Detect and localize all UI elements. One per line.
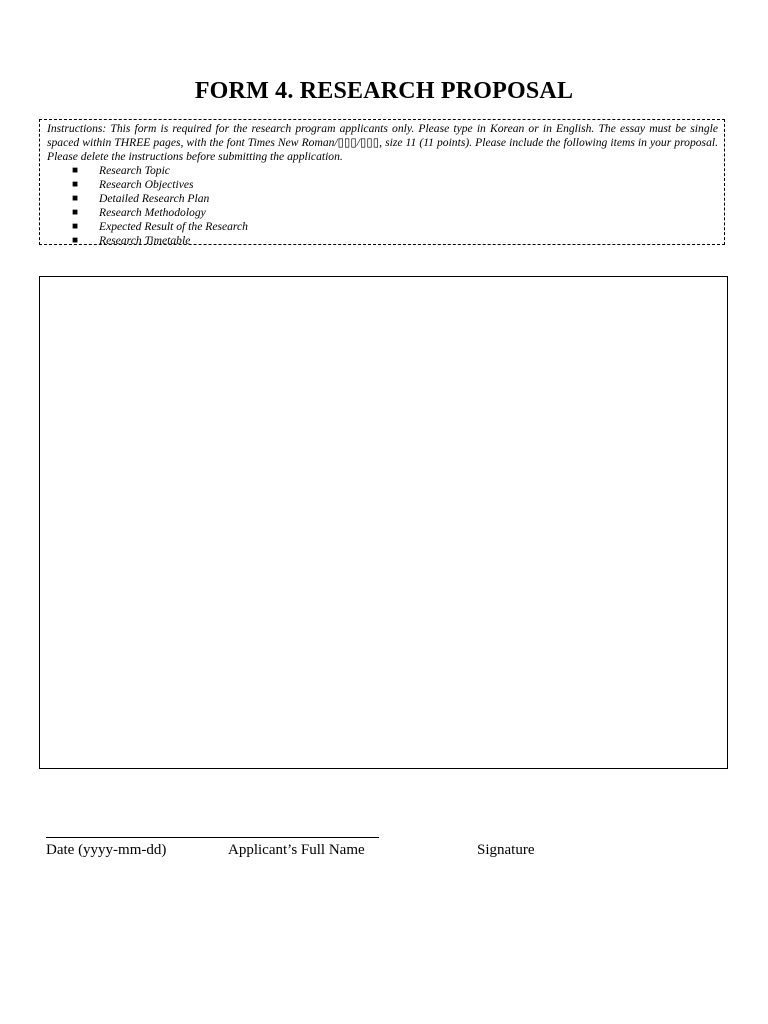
list-item xyxy=(72,192,718,206)
square-bullet-icon: ■ xyxy=(72,179,79,190)
square-bullet-icon: ■ xyxy=(72,235,79,246)
signature-label: Signature xyxy=(477,842,535,858)
signature-line xyxy=(46,837,379,838)
list-item xyxy=(72,206,718,220)
list-item xyxy=(72,234,718,248)
square-bullet-icon: ■ xyxy=(72,193,79,204)
list-item xyxy=(72,178,718,192)
list-item-label: Research Methodology xyxy=(99,206,206,219)
square-bullet-icon: ■ xyxy=(72,221,79,232)
list-item xyxy=(72,220,718,234)
list-item-label: Research Objectives xyxy=(99,178,194,191)
list-item-label: Research Timetable xyxy=(99,234,191,247)
list-item xyxy=(72,164,718,178)
instructions-box xyxy=(39,119,725,245)
square-bullet-icon: ■ xyxy=(72,165,79,176)
proposal-items-list xyxy=(47,164,718,248)
applicant-name-label: Applicant’s Full Name xyxy=(228,842,365,858)
list-item-label: Detailed Research Plan xyxy=(99,192,210,205)
instructions-text: Instructions: This form is required for the research program applicants only. Please type in Korean or in English. The essay must be single spaced within THREE pages, with the font Times New Roman/▯▯▯/▯▯▯, size 11 (11 points). Please include the following items in your proposal. Please delete the instructions before submitting the application. xyxy=(47,122,718,163)
form-title: FORM 4. RESEARCH PROPOSAL xyxy=(194,78,574,104)
square-bullet-icon: ■ xyxy=(72,207,79,218)
list-item-label: Research Topic xyxy=(99,164,170,177)
proposal-text-area[interactable] xyxy=(39,276,728,769)
date-label: Date (yyyy-mm-dd) xyxy=(46,842,167,858)
list-item-label: Expected Result of the Research xyxy=(99,220,248,233)
